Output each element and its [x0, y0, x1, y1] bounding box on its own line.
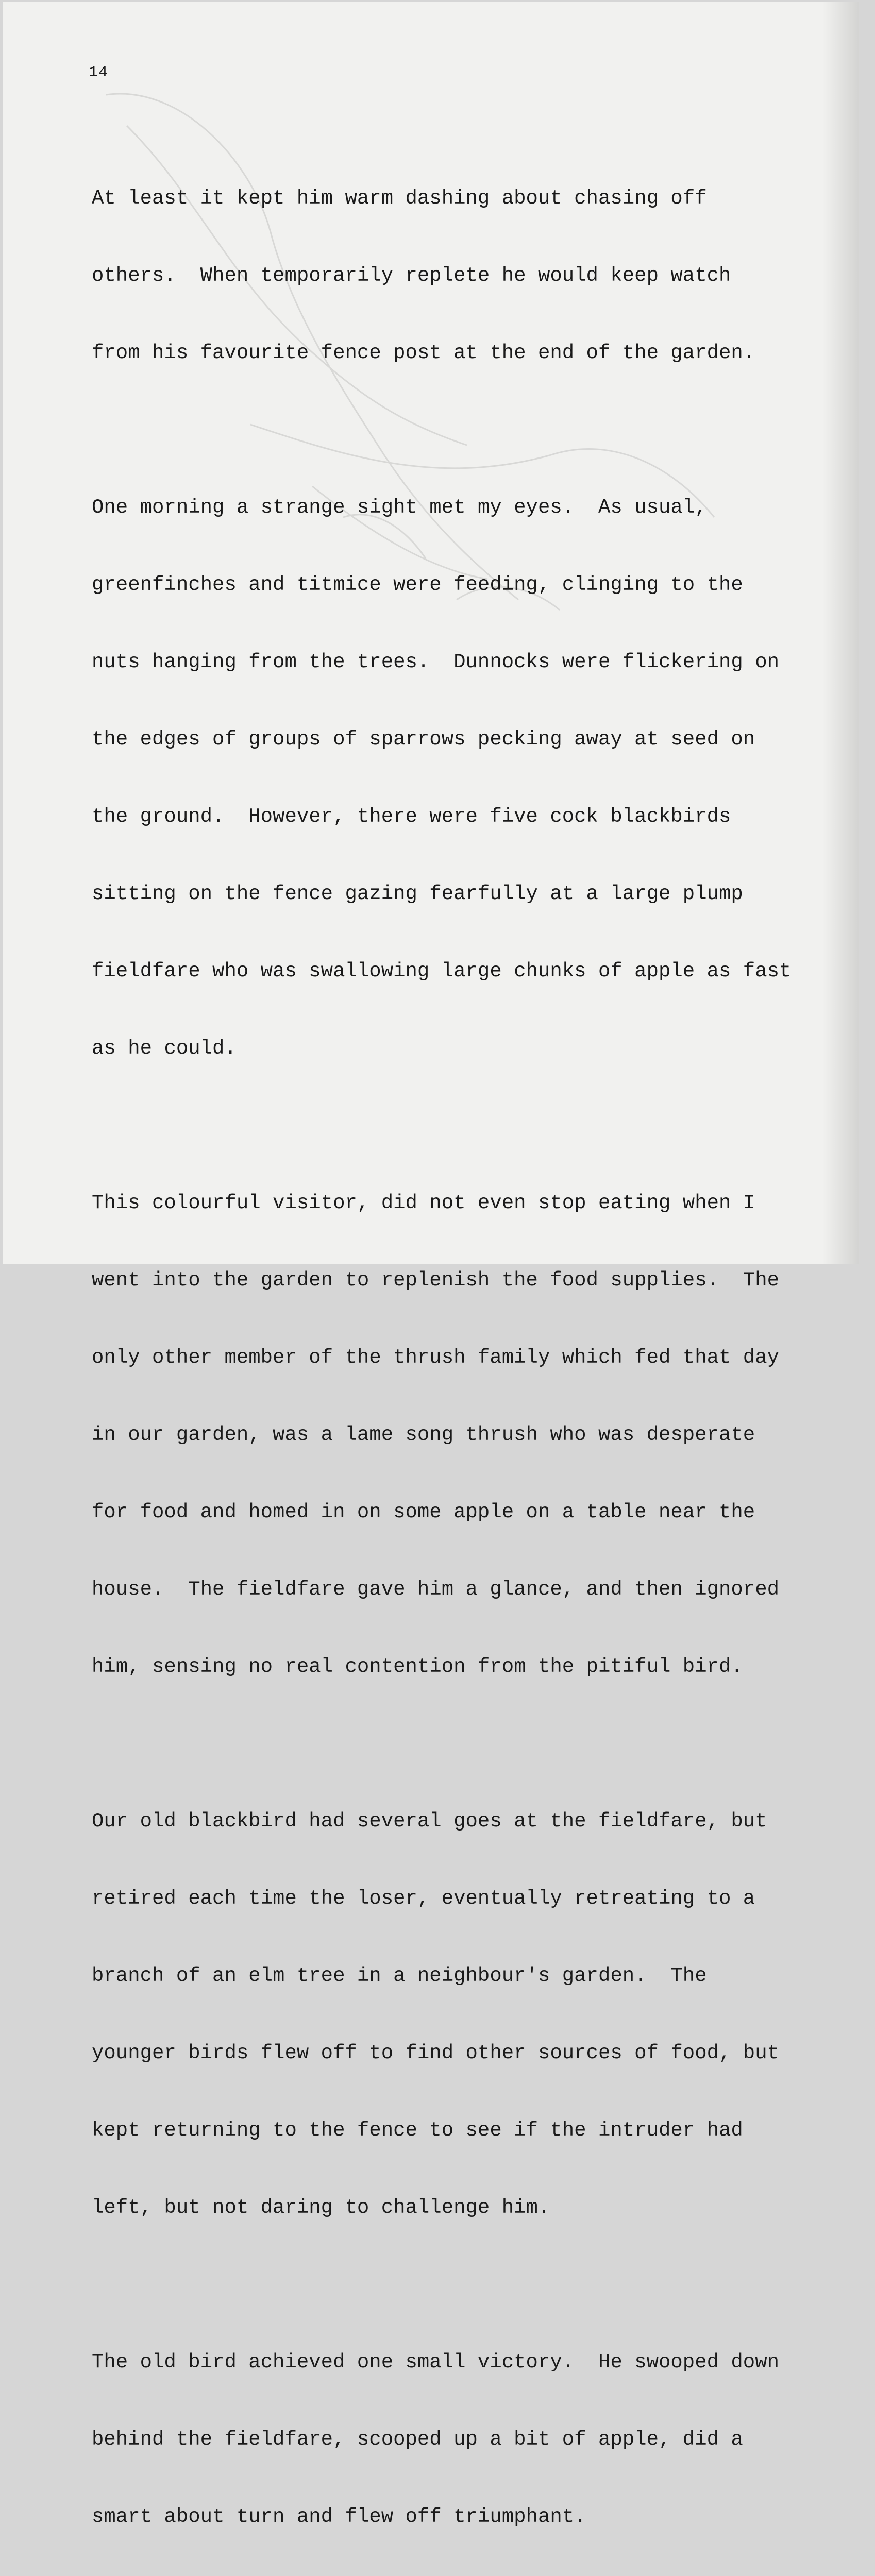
text-line: nuts hanging from the trees. Dunnocks were flickering on	[92, 651, 780, 673]
paragraph	[92, 2298, 849, 2576]
text-line: went into the garden to replenish the food supplies. The	[92, 1269, 780, 1292]
text-line: greenfinches and titmice were feeding, clinging to the	[92, 573, 743, 596]
body-text	[92, 134, 849, 2576]
text-line: others. When temporarily replete he would keep watch	[92, 264, 731, 287]
text-line: branch of an elm tree in a neighbour's garden. The	[92, 1964, 707, 1987]
paragraph	[92, 443, 849, 1113]
text-line: Our old blackbird had several goes at the fieldfare, but	[92, 1810, 767, 1833]
text-line: left, but not daring to challenge him.	[92, 2196, 550, 2219]
text-line: the ground. However, there were five cock blackbirds	[92, 805, 731, 828]
paragraph	[92, 1757, 849, 2272]
text-line: smart about turn and flew off triumphant.	[92, 2505, 586, 2528]
text-line: retired each time the loser, eventually retreating to a	[92, 1887, 755, 1910]
page-sheet	[3, 2, 859, 2528]
text-line: house. The fieldfare gave him a glance, and then ignored	[92, 1578, 780, 1601]
text-line: younger birds flew off to find other sources of food, but	[92, 2042, 780, 2064]
text-line: One morning a strange sight met my eyes. As usual,	[92, 496, 707, 519]
text-line: At least it kept him warm dashing about chasing off	[92, 187, 707, 210]
text-line: as he could.	[92, 1037, 237, 1060]
page-number: 14	[89, 64, 109, 81]
text-line: The old bird achieved one small victory. He swooped down	[92, 2351, 780, 2374]
paragraph	[92, 1139, 849, 1731]
text-line: kept returning to the fence to see if the intruder had	[92, 2119, 743, 2142]
text-line: in our garden, was a lame song thrush who was desperate	[92, 1423, 755, 1446]
text-line: only other member of the thrush family which fed that day	[92, 1346, 780, 1369]
text-line: from his favourite fence post at the end of the garden.	[92, 342, 755, 364]
text-line: the edges of groups of sparrows pecking away at seed on	[92, 728, 755, 751]
text-line: for food and homed in on some apple on a table near the	[92, 1501, 755, 1523]
text-line: him, sensing no real contention from the pitiful bird.	[92, 1655, 743, 1678]
paragraph	[92, 134, 849, 417]
text-line: behind the fieldfare, scooped up a bit of apple, did a	[92, 2428, 743, 2451]
text-line: sitting on the fence gazing fearfully at a large plump	[92, 883, 743, 905]
text-line: This colourful visitor, did not even stop eating when I	[92, 1192, 755, 1214]
text-line: fieldfare who was swallowing large chunks of apple as fast	[92, 960, 792, 982]
